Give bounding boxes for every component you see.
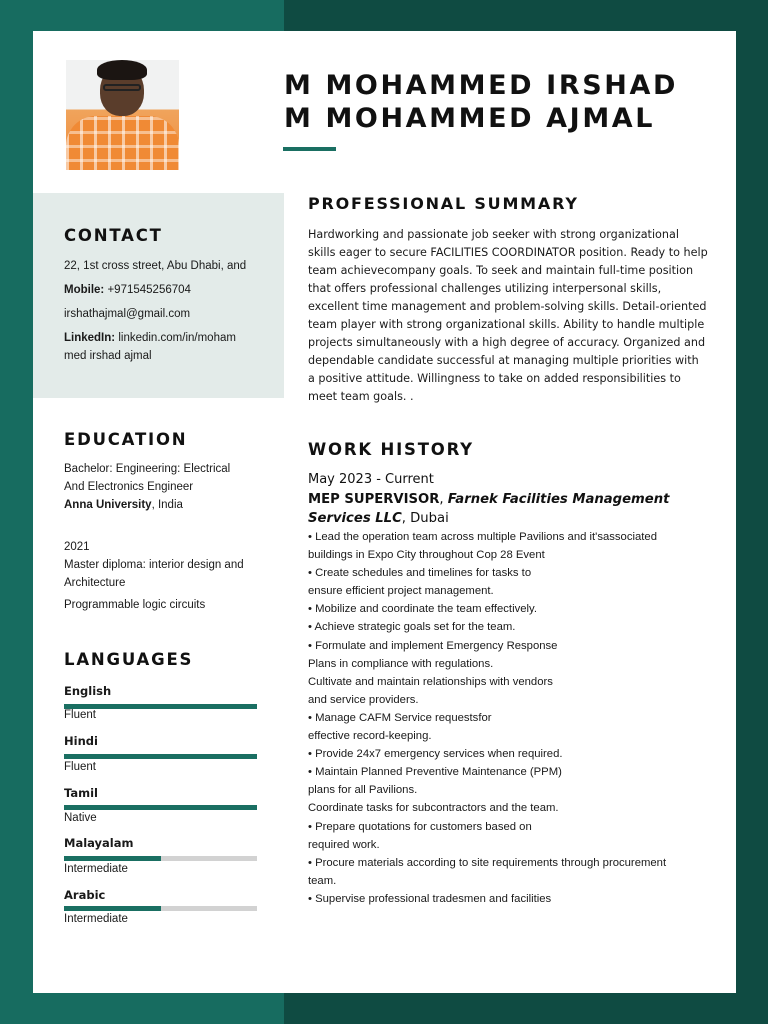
languages-title: LANGUAGES	[64, 650, 194, 669]
language-name: English	[64, 684, 112, 698]
contact-mobile	[64, 284, 191, 296]
language-level: Native	[64, 812, 97, 824]
education-title: EDUCATION	[64, 430, 188, 449]
job-company: Farnek Facilities Management Services LLC	[308, 492, 670, 526]
list-item: plans for all Pavilions.	[308, 784, 418, 797]
name-underline	[283, 147, 336, 151]
list-item: effective record-keeping.	[308, 730, 432, 743]
list-item: team.	[308, 874, 337, 887]
list-item: Plans in compliance with regulations.	[308, 657, 494, 670]
photo-hair	[97, 60, 147, 80]
education-year: 2021	[64, 541, 90, 553]
education-course: Programmable logic circuits	[64, 599, 206, 611]
language-level: Fluent	[64, 761, 96, 773]
linkedin-value-1: linkedin.com/in/moham	[118, 332, 236, 344]
contact-linkedin[interactable]	[64, 332, 236, 344]
list-item: • Lead the operation team across multiple Pavilions and it'sassociated	[308, 531, 657, 543]
list-item: required work.	[308, 838, 380, 851]
list-item: • Maintain Planned Preventive Maintenance (PPM)	[308, 766, 562, 779]
contact-section	[33, 193, 284, 398]
language-bar	[64, 754, 257, 759]
list-item: • Procure materials according to site requirements through procurement	[308, 856, 667, 869]
list-item: • Provide 24x7 emergency services when required.	[308, 748, 563, 761]
list-item: ensure efficient project management.	[308, 585, 494, 598]
education-diploma-1: Master diploma: interior design and	[64, 559, 244, 571]
language-level: Intermediate	[64, 913, 128, 925]
language-level: Intermediate	[64, 863, 128, 875]
list-item: • Mobilize and coordinate the team effectively.	[308, 603, 537, 616]
list-item: • Prepare quotations for customers based on	[308, 820, 532, 833]
education-degree-2: And Electronics Engineer	[64, 481, 194, 493]
list-item: Coordinate tasks for subcontractors and the team.	[308, 802, 559, 815]
university-location: , India	[151, 499, 183, 511]
name-line-2: M MOHAMMED AJMAL	[284, 103, 656, 134]
linkedin-value-2[interactable]: med irshad ajmal	[64, 350, 152, 362]
job-duties	[308, 528, 718, 908]
language-bar-fill	[64, 805, 257, 810]
linkedin-label: LinkedIn:	[64, 332, 116, 344]
list-item: • Supervise professional tradesmen and facilities	[308, 892, 552, 905]
job-title: MEP SUPERVISOR, Farnek Facilities Management Services LLC, Dubai	[308, 492, 670, 526]
list-item: • Formulate and implement Emergency Response	[308, 639, 558, 652]
mobile-value: +971545256704	[107, 284, 191, 296]
list-item: • Manage CAFM Service requestsfor	[308, 711, 492, 724]
name-line-1: M MOHAMMED IRSHAD	[284, 70, 678, 101]
profile-photo	[66, 60, 179, 170]
photo-glasses	[103, 84, 141, 91]
education-diploma-2: Architecture	[64, 577, 126, 589]
job-city: , Dubai	[401, 511, 449, 526]
education-degree-1: Bachelor: Engineering: Electrical	[64, 463, 231, 475]
resume-page	[33, 31, 736, 993]
language-bar	[64, 906, 257, 911]
work-history-title: WORK HISTORY	[308, 440, 474, 459]
language-name: Malayalam	[64, 836, 134, 850]
summary-text: Hardworking and passionate job seeker with strong organizational skills eager to secure FACILITIES COORDINATOR position. Ready to help team achievecompany goals. To seek and maintain full-time position that offers professional challenges utilizing interpersonal skills, excellent time management and problem-solving skills. Detail-oriented team player with strong organizational skills. Ability to handle multiple projects simultaneously with a high degree of accuracy. Organized and dependable candidate successful at managing multiple priorities with a positive attitude. Willingness to take on added responsibilities to meet team goals. .	[308, 228, 708, 403]
summary-title: PROFESSIONAL SUMMARY	[308, 194, 579, 213]
language-name: Tamil	[64, 786, 98, 800]
job-role: MEP SUPERVISOR	[308, 492, 440, 507]
university-name: Anna University	[64, 499, 152, 511]
language-bar-fill	[64, 906, 161, 911]
language-bar-fill	[64, 754, 257, 759]
photo-shirt	[66, 116, 179, 170]
candidate-name	[284, 69, 678, 135]
list-item: buildings in Expo City throughout Cop 28 Event	[308, 549, 545, 562]
list-item: and service providers.	[308, 693, 419, 706]
contact-email[interactable]: irshathajmal@gmail.com	[64, 308, 191, 320]
mobile-label: Mobile:	[64, 284, 105, 296]
education-university	[64, 499, 183, 511]
language-level: Fluent	[64, 709, 96, 721]
list-item: • Achieve strategic goals set for the team.	[308, 621, 516, 634]
language-name: Hindi	[64, 734, 98, 748]
list-item: • Create schedules and timelines for tasks to	[308, 567, 532, 580]
language-bar-fill	[64, 856, 161, 861]
job-date: May 2023 - Current	[308, 472, 434, 487]
language-name: Arabic	[64, 888, 106, 902]
language-bar	[64, 805, 257, 810]
contact-address: 22, 1st cross street, Abu Dhabi, and	[64, 260, 247, 272]
list-item: Cultivate and maintain relationships with vendors	[308, 675, 553, 688]
language-bar	[64, 856, 257, 861]
contact-title: CONTACT	[64, 226, 163, 245]
